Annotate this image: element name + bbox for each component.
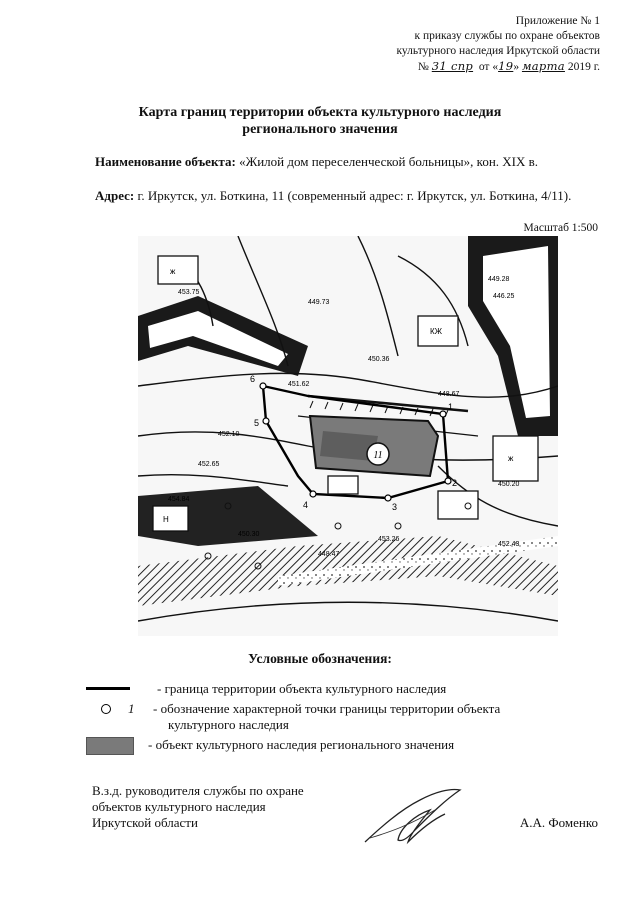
legend-point-number: 1 xyxy=(128,701,135,716)
elevation-label: 450.36 xyxy=(368,356,390,363)
elevation-label: 449.73 xyxy=(308,299,330,306)
order-date-prefix: от « xyxy=(478,61,499,73)
map-svg xyxy=(138,236,558,636)
order-month-value: марта xyxy=(521,59,565,73)
order-year: 2019 г. xyxy=(567,61,600,73)
elevation-label: 452.10 xyxy=(218,431,240,438)
appendix-line-2: к приказу службы по охране объектов xyxy=(414,30,600,42)
appendix-order-line: № 31 спр от «19» марта 2019 г. xyxy=(417,59,600,73)
legend-item-point: - обозначение характерной точки границы территории объекта xyxy=(153,701,501,716)
legend-item-object: - объект культурного наследия регионального значения xyxy=(148,737,455,752)
map-marker: Н xyxy=(163,515,169,524)
signatory-line-1: В.з.д. руководителя службы по охране xyxy=(92,783,304,798)
signatory-line-3: Иркутской области xyxy=(92,815,198,830)
object-name xyxy=(95,154,605,170)
legend-line-symbol xyxy=(86,687,130,690)
legend-area-symbol xyxy=(86,737,134,755)
legend-title: Условные обозначения: xyxy=(248,651,392,666)
order-day-value: 19 xyxy=(498,59,514,73)
elevation-label: 449.28 xyxy=(488,276,510,283)
order-number-value: 31 спр xyxy=(431,59,474,73)
signatory-line-2: объектов культурного наследия xyxy=(92,799,266,814)
title-line-2: регионального значения xyxy=(242,122,398,137)
point-label: 6 xyxy=(250,374,256,384)
signatory-position xyxy=(92,783,304,831)
elevation-label: 452.65 xyxy=(198,461,220,468)
order-number-prefix: № xyxy=(417,61,429,73)
point-label: 2 xyxy=(452,478,458,488)
object-address xyxy=(95,188,605,204)
map-scale: Масштаб 1:500 xyxy=(523,222,598,234)
elevation-label: 446.25 xyxy=(493,293,515,300)
elevation-label: 448.47 xyxy=(318,551,340,558)
elevation-label: 451.62 xyxy=(288,381,310,388)
handwritten-signature xyxy=(360,780,465,850)
point-label: 4 xyxy=(303,500,309,510)
object-name-value: «Жилой дом переселенческой больницы», кон. XIX в. xyxy=(235,154,539,169)
map-marker: КЖ xyxy=(430,327,443,336)
object-name-label: Наименование объекта: xyxy=(95,154,236,169)
elevation-label: 450.20 xyxy=(498,481,520,488)
elevation-label: 453.26 xyxy=(378,536,400,543)
elevation-label: 454.84 xyxy=(168,496,190,503)
elevation-label: 453.75 xyxy=(178,289,200,296)
point-label: 5 xyxy=(254,418,260,428)
point-label: 1 xyxy=(448,402,454,412)
address-value: г. Иркутск, ул. Боткина, 11 (современный адрес: г. Иркутск, ул. Боткина, 4/11). xyxy=(134,188,572,203)
title-line-1: Карта границ территории объекта культурного наследия xyxy=(138,105,502,120)
appendix-line-1: Приложение № 1 xyxy=(515,15,600,27)
legend-point-symbol xyxy=(101,704,111,714)
appendix-line-3: культурного наследия Иркутской области xyxy=(396,45,600,57)
map-marker: ж xyxy=(170,267,176,276)
cadastral-map xyxy=(138,236,558,636)
map-marker: ж xyxy=(508,454,514,463)
document-title xyxy=(0,104,640,138)
address-label: Адрес: xyxy=(95,188,135,203)
elevation-label: 448.67 xyxy=(438,391,460,398)
legend-item-point-cont: культурного наследия xyxy=(168,717,289,732)
elevation-label: 450.30 xyxy=(238,531,260,538)
signatory-name: А.А. Фоменко xyxy=(519,815,598,830)
appendix-block xyxy=(397,14,601,75)
legend-item-boundary: - граница территории объекта культурного наследия xyxy=(157,681,447,696)
object-number-label: 11 xyxy=(373,450,383,461)
point-label: 3 xyxy=(392,502,398,512)
elevation-label: 452.43 xyxy=(498,541,520,548)
